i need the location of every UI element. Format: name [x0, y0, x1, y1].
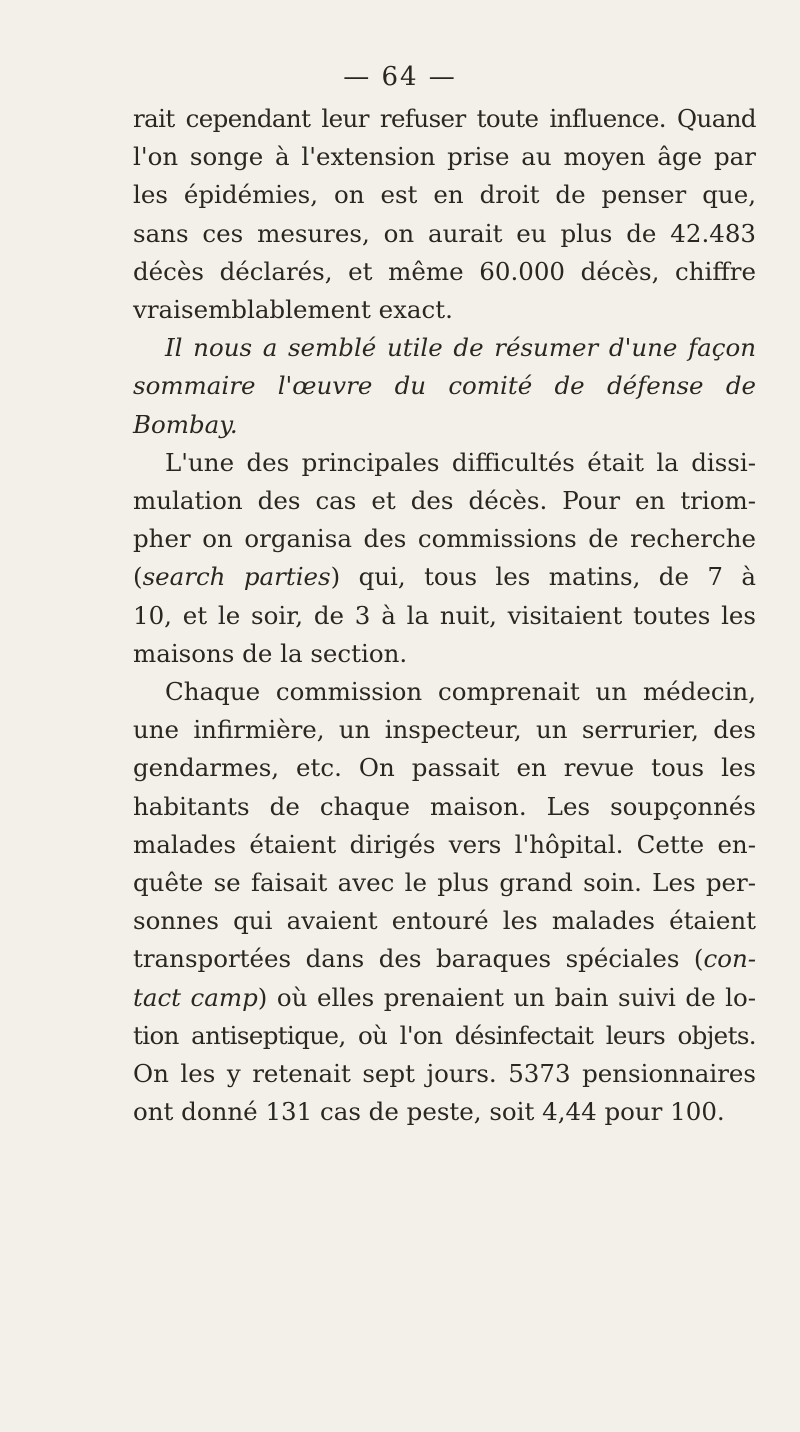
text-line: mulation des cas et des décès. Pour en triom- [133, 486, 756, 516]
page-number: — 64 — [343, 62, 457, 92]
text-line [133, 940, 756, 978]
italic-text: sommaire l'œuvre du comité de défense de [133, 371, 756, 401]
text-line: tion antiseptique, où l'on désinfectait leurs objets. [133, 1020, 756, 1050]
italic-text: Bombay. [133, 409, 238, 439]
text-line: quête se faisait avec le plus grand soin. Les per- [133, 868, 756, 898]
text-line: une infirmière, un inspecteur, un serrurier, des [133, 715, 756, 745]
italic-line [133, 406, 756, 444]
italic-phrase: search parties [142, 562, 331, 592]
text-line: L'une des principales difficultés était la dissi- [165, 447, 756, 477]
text-line: sans ces mesures, on aurait eu plus de 42.483 [133, 218, 756, 248]
text-line: gendarmes, etc. On passait en revue tous les [133, 753, 756, 783]
text-line [133, 979, 756, 1017]
text-line: décès déclarés, et même 60.000 décès, chiffre [133, 256, 756, 286]
text-fragment: ) où elles prenaient un bain suivi de lo- [257, 982, 756, 1012]
text-line: Chaque commission comprenait un médecin, [165, 677, 756, 707]
text-line: pher on organisa des commissions de recherche [133, 524, 756, 554]
text-line: les épidémies, on est en droit de penser que, [133, 180, 756, 210]
text-line: ont donné 131 cas de peste, soit 4,44 pour 100. [133, 1097, 725, 1127]
text-line: maisons de la section. [133, 638, 408, 668]
text-line: l'on songe à l'extension prise au moyen âge par [133, 142, 756, 172]
italic-line [133, 329, 756, 367]
text-fragment: transportées dans des baraques spéciales ( [133, 944, 704, 974]
paren-open: ( [133, 562, 143, 592]
italic-line [133, 367, 756, 405]
italic-text: Il nous a semblé utile de résumer d'une façon [165, 333, 756, 363]
text-line: On les y retenait sept jours. 5373 pensionnaires [133, 1059, 756, 1089]
text-line: 10, et le soir, de 3 à la nuit, visitaient toutes les [133, 600, 756, 630]
text-line: sonnes qui avaient entouré les malades étaient [133, 906, 756, 936]
text-line: habitants de chaque maison. Les soupçonnés [133, 791, 756, 821]
body-text [133, 100, 756, 1131]
text-line: vraisemblablement exact. [133, 295, 453, 325]
text-fragment: ) qui, tous les matins, de 7 à [330, 562, 756, 592]
italic-phrase: tact camp [133, 982, 258, 1012]
text-line: malades étaient dirigés vers l'hôpital. Cette en- [133, 829, 756, 859]
text-line: rait cependant leur refuser toute influence. Quand [133, 104, 756, 133]
text-line [133, 558, 756, 596]
italic-phrase: con- [703, 944, 756, 974]
